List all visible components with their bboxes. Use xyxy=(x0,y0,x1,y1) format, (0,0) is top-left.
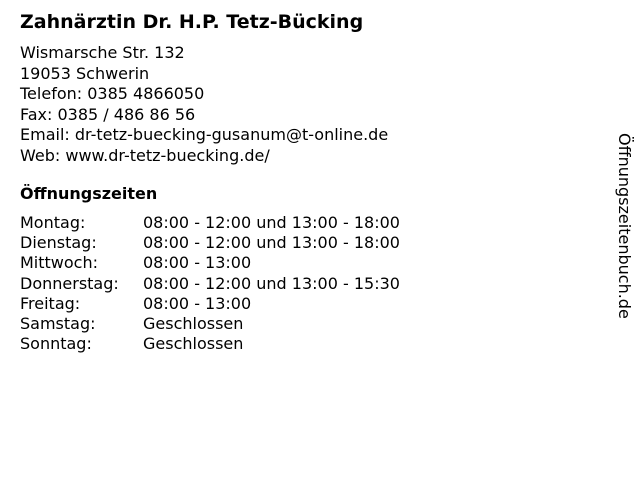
time-value: Geschlossen xyxy=(143,313,244,333)
opening-hours-heading: Öffnungszeiten xyxy=(20,184,158,203)
time-value: 08:00 - 12:00 und 13:00 - 18:00 xyxy=(143,233,400,253)
day-label: Freitag: xyxy=(20,293,81,313)
time-value: 08:00 - 13:00 xyxy=(143,293,252,313)
fax-number: Fax: 0385 / 486 86 56 xyxy=(20,104,196,124)
day-label: Mittwoch: xyxy=(20,253,98,273)
day-label: Dienstag: xyxy=(20,233,97,253)
time-value: 08:00 - 12:00 und 13:00 - 15:30 xyxy=(143,273,400,293)
day-label: Sonntag: xyxy=(20,334,92,354)
site-watermark: Öffnungszeitenbuch.de xyxy=(615,133,634,319)
business-name: Zahnärztin Dr. H.P. Tetz-Bücking xyxy=(20,11,364,33)
phone-number: Telefon: 0385 4866050 xyxy=(20,84,205,103)
day-label: Montag: xyxy=(20,213,86,232)
time-value: 08:00 - 13:00 xyxy=(143,253,252,273)
city-postcode: 19053 Schwerin xyxy=(20,63,150,83)
day-label: Samstag: xyxy=(20,313,96,333)
time-value: 08:00 - 12:00 und 13:00 - 18:00 xyxy=(143,213,400,232)
contact-block xyxy=(20,43,388,166)
day-label: Donnerstag: xyxy=(20,273,119,293)
street-address: Wismarsche Str. 132 xyxy=(20,43,185,62)
time-value: Geschlossen xyxy=(143,334,244,354)
email-address: Email: dr-tetz-buecking-gusanum@t-online.de xyxy=(20,125,389,144)
website-url: Web: www.dr-tetz-buecking.de/ xyxy=(20,145,270,165)
